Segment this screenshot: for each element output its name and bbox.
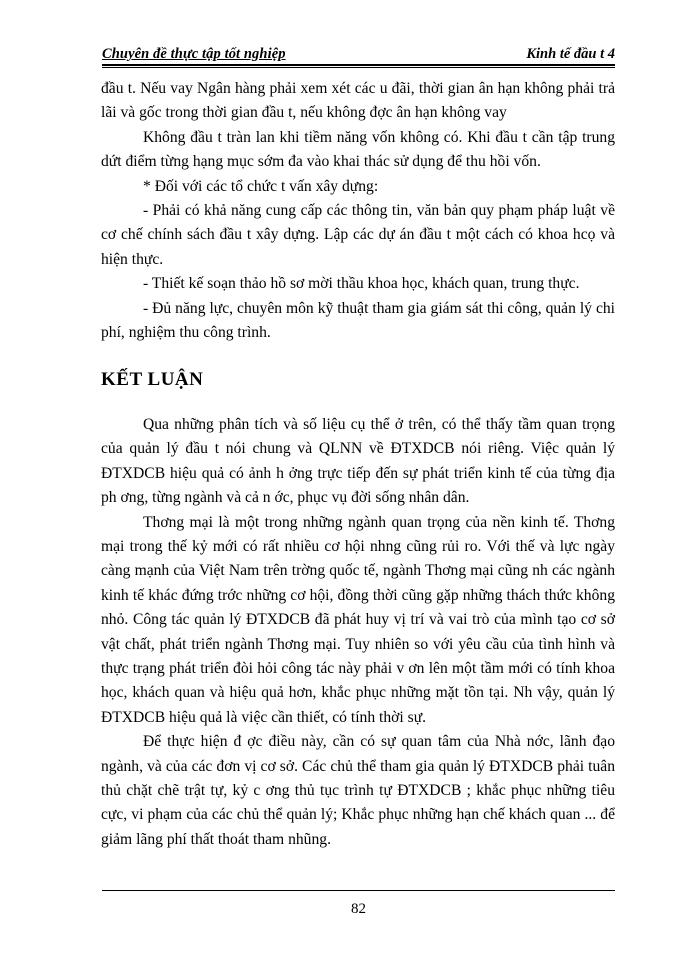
section-heading: KẾT LUẬN	[101, 369, 204, 391]
page-header	[102, 44, 615, 66]
paragraph: * Đối với các tổ chức t vấn xây dựng:	[143, 177, 379, 195]
document-body	[101, 77, 615, 852]
page-footer	[102, 890, 615, 918]
header-section: Kinh tế đầu t 4	[526, 46, 615, 62]
paragraph: Qua những phân tích và số liệu cụ thể ở trên, có thể thấy tầm quan trọng của quản lý đầu t nói chung và QLNN về ĐTXDCB nói riêng. Việc quản lý ĐTXDCB hiệu quả có ảnh h ởng trực tiếp đến sự phát triển kinh tế của từng địa ph ơng, từng ngành và cả n ớc, phục vụ đời sống nhân dân.	[101, 415, 615, 507]
paragraph: - Thiết kế soạn thảo hồ sơ mời thầu khoa học, khách quan, trung thực.	[143, 275, 580, 293]
paragraph: đầu t. Nếu vay Ngân hàng phải xem xét các u đãi, thời gian ân hạn không phải trả lãi và gốc trong thời gian đầu t, nếu không đợc ân hạn không vay	[101, 80, 615, 122]
paragraph: Để thực hiện đ ợc điều này, cần có sự quan tâm của Nhà nớc, lãnh đạo ngành, và của các đơn vị cơ sở. Các chủ thể tham gia quản lý ĐTXDCB phải tuân thủ chặt chẽ trật tự, kỷ c ơng thủ tục trình tự ĐTXDCB ; khắc phục những tiêu cực, vi phạm của các chủ thể quản lý; Khắc phục những hạn chế khách quan ... để giảm lãng phí thất thoát tham nhũng.	[101, 733, 615, 848]
header-rule-thick	[102, 64, 615, 66]
paragraph: Thơng mại là một trong những ngành quan trọng của nền kinh tế. Thơng mại trong thế kỷ mới có rất nhiều cơ hội nhng cũng rủi ro. Với thế và lực ngày càng mạnh của Việt Nam trên trờng quốc tế, ngành Thơng mại cũng nh các ngành kinh tế khác đứng trớc những cơ hội, đồng thời cũng gặp những thách thức không nhỏ. Công tác quản lý ĐTXDCB đã phát huy vị trí và vai trò của mình tạo cơ sở vật chất, phát triển ngành Thơng mại. Tuy nhiên so với yêu cầu của tình hình và thực trạng phát triển đòi hỏi công tác này phải v ơn lên một tầm mới có tính khoa học, khách quan và hiệu quả hơn, khắc phục những mặt tồn tại. Nh vậy, quản lý ĐTXDCB hiệu quả là việc cần thiết, có tính thời sự.	[101, 513, 615, 726]
paragraph: - Phải có khả năng cung cấp các thông tin, văn bản quy phạm pháp luật về cơ chế chính sách đầu t xây dựng. Lập các dự án đầu t một cách có khoa hcọ và hiện thực.	[101, 202, 615, 268]
header-rule-thin	[102, 67, 615, 68]
footer-rule	[102, 890, 615, 891]
header-title: Chuyên đề thực tập tốt nghiệp	[102, 46, 286, 62]
paragraph: Không đầu t tràn lan khi tiềm năng vốn không có. Khi đầu t cần tập trung dứt điểm từng hạng mục sớm đa vào khai thác sử dụng để thu hồi vốn.	[101, 128, 615, 171]
paragraph: - Đủ năng lực, chuyên môn kỹ thuật tham gia giám sát thi công, quản lý chi phí, nghiệm thu công trình.	[101, 299, 615, 342]
page-number: 82	[351, 901, 366, 917]
